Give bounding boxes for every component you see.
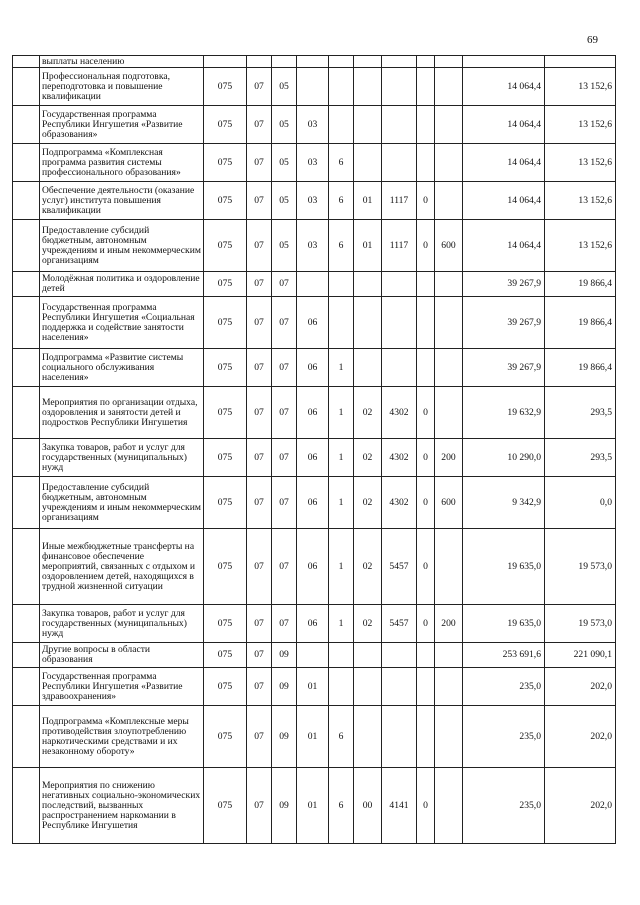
code-cell: 1 bbox=[329, 349, 354, 387]
code-cell bbox=[354, 643, 382, 668]
code-cell bbox=[382, 144, 417, 182]
table-row bbox=[13, 387, 616, 439]
row-index-cell bbox=[13, 349, 40, 387]
table-row bbox=[13, 643, 616, 668]
amount-cell: 10 290,0 bbox=[463, 439, 545, 477]
code-cell: 01 bbox=[297, 706, 329, 768]
code-cell: 09 bbox=[272, 668, 297, 706]
code-cell: 075 bbox=[204, 706, 247, 768]
code-cell bbox=[382, 706, 417, 768]
amount-cell: 19 573,0 bbox=[545, 605, 616, 643]
code-cell: 0 bbox=[417, 220, 435, 272]
code-cell: 075 bbox=[204, 387, 247, 439]
code-cell: 09 bbox=[272, 643, 297, 668]
code-cell bbox=[329, 106, 354, 144]
code-cell bbox=[417, 272, 435, 297]
table-row bbox=[13, 56, 616, 68]
code-cell bbox=[435, 144, 463, 182]
code-cell bbox=[329, 297, 354, 349]
code-cell: 05 bbox=[272, 220, 297, 272]
code-cell bbox=[435, 668, 463, 706]
row-name-cell: Подпрограмма «Развитие системы социального обслуживания населения» bbox=[40, 349, 204, 387]
code-cell: 6 bbox=[329, 768, 354, 844]
code-cell bbox=[417, 297, 435, 349]
code-cell: 09 bbox=[272, 768, 297, 844]
code-cell: 1 bbox=[329, 387, 354, 439]
code-cell: 05 bbox=[272, 182, 297, 220]
code-cell: 075 bbox=[204, 768, 247, 844]
table-row bbox=[13, 477, 616, 529]
code-cell: 01 bbox=[297, 768, 329, 844]
code-cell: 01 bbox=[354, 182, 382, 220]
code-cell: 02 bbox=[354, 477, 382, 529]
row-index-cell bbox=[13, 477, 40, 529]
code-cell bbox=[247, 56, 272, 68]
code-cell: 075 bbox=[204, 643, 247, 668]
table-row bbox=[13, 68, 616, 106]
code-cell: 05 bbox=[272, 144, 297, 182]
code-cell: 6 bbox=[329, 144, 354, 182]
code-cell bbox=[417, 349, 435, 387]
code-cell: 09 bbox=[272, 706, 297, 768]
row-index-cell bbox=[13, 68, 40, 106]
code-cell: 07 bbox=[272, 477, 297, 529]
code-cell bbox=[354, 272, 382, 297]
code-cell bbox=[435, 643, 463, 668]
code-cell: 0 bbox=[417, 387, 435, 439]
amount-cell: 9 342,9 bbox=[463, 477, 545, 529]
table-row bbox=[13, 706, 616, 768]
code-cell: 5457 bbox=[382, 605, 417, 643]
code-cell: 07 bbox=[247, 643, 272, 668]
code-cell: 4302 bbox=[382, 387, 417, 439]
code-cell: 07 bbox=[247, 144, 272, 182]
row-index-cell bbox=[13, 272, 40, 297]
code-cell: 1 bbox=[329, 605, 354, 643]
code-cell: 1 bbox=[329, 477, 354, 529]
amount-cell: 13 152,6 bbox=[545, 68, 616, 106]
amount-cell: 19 573,0 bbox=[545, 529, 616, 605]
code-cell: 06 bbox=[297, 439, 329, 477]
code-cell: 01 bbox=[354, 220, 382, 272]
code-cell bbox=[435, 529, 463, 605]
code-cell: 07 bbox=[247, 349, 272, 387]
code-cell: 05 bbox=[272, 68, 297, 106]
code-cell: 0 bbox=[417, 768, 435, 844]
row-index-cell bbox=[13, 706, 40, 768]
table-row bbox=[13, 182, 616, 220]
code-cell: 06 bbox=[297, 349, 329, 387]
amount-cell: 14 064,4 bbox=[463, 220, 545, 272]
code-cell: 075 bbox=[204, 106, 247, 144]
code-cell bbox=[297, 272, 329, 297]
code-cell: 200 bbox=[435, 439, 463, 477]
code-cell bbox=[329, 56, 354, 68]
code-cell: 07 bbox=[247, 68, 272, 106]
table-row bbox=[13, 668, 616, 706]
budget-table bbox=[12, 55, 616, 844]
amount-cell: 202,0 bbox=[545, 706, 616, 768]
code-cell bbox=[417, 68, 435, 106]
row-index-cell bbox=[13, 144, 40, 182]
code-cell: 075 bbox=[204, 529, 247, 605]
code-cell bbox=[382, 56, 417, 68]
code-cell: 07 bbox=[247, 768, 272, 844]
code-cell bbox=[297, 56, 329, 68]
amount-cell: 14 064,4 bbox=[463, 182, 545, 220]
code-cell: 1 bbox=[329, 439, 354, 477]
code-cell: 07 bbox=[247, 106, 272, 144]
amount-cell: 39 267,9 bbox=[463, 297, 545, 349]
row-name-cell: Молодёжная политика и оздоровление детей bbox=[40, 272, 204, 297]
row-index-cell bbox=[13, 643, 40, 668]
code-cell: 07 bbox=[247, 220, 272, 272]
amount-cell: 235,0 bbox=[463, 768, 545, 844]
amount-cell: 19 632,9 bbox=[463, 387, 545, 439]
code-cell: 07 bbox=[272, 529, 297, 605]
code-cell: 07 bbox=[272, 297, 297, 349]
code-cell: 07 bbox=[247, 387, 272, 439]
amount-cell bbox=[545, 56, 616, 68]
row-name-cell: Обеспечение деятельности (оказание услуг) институтa повышения квалификации bbox=[40, 182, 204, 220]
code-cell bbox=[435, 387, 463, 439]
code-cell bbox=[417, 144, 435, 182]
code-cell: 075 bbox=[204, 439, 247, 477]
amount-cell: 13 152,6 bbox=[545, 220, 616, 272]
code-cell: 06 bbox=[297, 387, 329, 439]
row-index-cell bbox=[13, 387, 40, 439]
code-cell bbox=[417, 56, 435, 68]
code-cell: 0 bbox=[417, 529, 435, 605]
code-cell: 075 bbox=[204, 182, 247, 220]
code-cell bbox=[435, 182, 463, 220]
row-index-cell bbox=[13, 106, 40, 144]
code-cell: 07 bbox=[272, 605, 297, 643]
code-cell bbox=[435, 106, 463, 144]
code-cell: 0 bbox=[417, 439, 435, 477]
code-cell: 075 bbox=[204, 220, 247, 272]
code-cell: 02 bbox=[354, 387, 382, 439]
code-cell bbox=[435, 297, 463, 349]
amount-cell: 253 691,6 bbox=[463, 643, 545, 668]
code-cell bbox=[417, 668, 435, 706]
code-cell bbox=[417, 106, 435, 144]
code-cell: 07 bbox=[247, 529, 272, 605]
row-name-cell: Государственная программа Республики Ингушетия «Развитие образования» bbox=[40, 106, 204, 144]
code-cell: 075 bbox=[204, 668, 247, 706]
row-index-cell bbox=[13, 668, 40, 706]
code-cell bbox=[435, 706, 463, 768]
code-cell: 07 bbox=[247, 272, 272, 297]
row-name-cell: Государственная программа Республики Ингушетия «Социальная поддержка и содействие занятости населения» bbox=[40, 297, 204, 349]
code-cell: 6 bbox=[329, 220, 354, 272]
code-cell: 1 bbox=[329, 529, 354, 605]
table-row bbox=[13, 529, 616, 605]
code-cell: 600 bbox=[435, 220, 463, 272]
code-cell bbox=[354, 668, 382, 706]
code-cell: 4302 bbox=[382, 477, 417, 529]
code-cell: 075 bbox=[204, 349, 247, 387]
table-row bbox=[13, 220, 616, 272]
amount-cell: 293,5 bbox=[545, 387, 616, 439]
code-cell: 4302 bbox=[382, 439, 417, 477]
code-cell: 6 bbox=[329, 182, 354, 220]
table-row bbox=[13, 144, 616, 182]
code-cell: 07 bbox=[247, 297, 272, 349]
table-row bbox=[13, 439, 616, 477]
code-cell bbox=[435, 56, 463, 68]
code-cell: 075 bbox=[204, 297, 247, 349]
row-name-cell: Подпрограмма «Комплексная программа развития системы профессионального образования» bbox=[40, 144, 204, 182]
code-cell: 07 bbox=[247, 439, 272, 477]
code-cell: 0 bbox=[417, 605, 435, 643]
amount-cell: 221 090,1 bbox=[545, 643, 616, 668]
code-cell bbox=[329, 68, 354, 106]
amount-cell: 19 635,0 bbox=[463, 605, 545, 643]
code-cell: 06 bbox=[297, 477, 329, 529]
code-cell: 06 bbox=[297, 605, 329, 643]
code-cell bbox=[382, 68, 417, 106]
code-cell: 0 bbox=[417, 477, 435, 529]
row-name-cell: Предоставление субсидий бюджетным, автономным учреждениям и иным некоммерческим организациям bbox=[40, 220, 204, 272]
amount-cell: 19 866,4 bbox=[545, 349, 616, 387]
code-cell bbox=[382, 272, 417, 297]
code-cell bbox=[435, 768, 463, 844]
code-cell bbox=[329, 272, 354, 297]
code-cell: 07 bbox=[247, 706, 272, 768]
code-cell: 075 bbox=[204, 68, 247, 106]
page-number: 69 bbox=[587, 34, 598, 46]
code-cell bbox=[354, 144, 382, 182]
amount-cell: 235,0 bbox=[463, 668, 545, 706]
code-cell: 07 bbox=[247, 477, 272, 529]
amount-cell: 293,5 bbox=[545, 439, 616, 477]
row-index-cell bbox=[13, 768, 40, 844]
amount-cell: 235,0 bbox=[463, 706, 545, 768]
code-cell: 02 bbox=[354, 605, 382, 643]
row-index-cell bbox=[13, 297, 40, 349]
amount-cell: 39 267,9 bbox=[463, 272, 545, 297]
code-cell bbox=[417, 706, 435, 768]
code-cell: 03 bbox=[297, 144, 329, 182]
code-cell bbox=[435, 349, 463, 387]
code-cell: 075 bbox=[204, 605, 247, 643]
code-cell: 07 bbox=[272, 349, 297, 387]
row-name-cell: Мероприятия по снижению негативных социально-экономических последствий, вызванных распространением наркомании в Республике Ингушетия bbox=[40, 768, 204, 844]
amount-cell: 13 152,6 bbox=[545, 144, 616, 182]
code-cell: 075 bbox=[204, 477, 247, 529]
amount-cell: 0,0 bbox=[545, 477, 616, 529]
code-cell: 600 bbox=[435, 477, 463, 529]
amount-cell: 39 267,9 bbox=[463, 349, 545, 387]
code-cell: 07 bbox=[272, 387, 297, 439]
table-body bbox=[13, 56, 616, 844]
row-index-cell bbox=[13, 439, 40, 477]
code-cell: 06 bbox=[297, 297, 329, 349]
row-index-cell bbox=[13, 182, 40, 220]
code-cell bbox=[435, 68, 463, 106]
code-cell: 06 bbox=[297, 529, 329, 605]
code-cell bbox=[354, 297, 382, 349]
code-cell bbox=[382, 643, 417, 668]
row-name-cell: Иные межбюджетные трансферты на финансовое обеспечение мероприятий, связанных с отдыхом и оздоровлением детей, находящихся в трудной жизненной ситуации bbox=[40, 529, 204, 605]
code-cell bbox=[354, 56, 382, 68]
code-cell: 03 bbox=[297, 106, 329, 144]
amount-cell: 14 064,4 bbox=[463, 144, 545, 182]
amount-cell: 14 064,4 bbox=[463, 68, 545, 106]
code-cell bbox=[382, 668, 417, 706]
code-cell: 6 bbox=[329, 706, 354, 768]
code-cell: 1117 bbox=[382, 182, 417, 220]
table-row bbox=[13, 349, 616, 387]
row-name-cell: Закупка товаров, работ и услуг для государственных (муниципальных) нужд bbox=[40, 605, 204, 643]
amount-cell: 202,0 bbox=[545, 668, 616, 706]
code-cell bbox=[272, 56, 297, 68]
row-name-cell: выплаты населению bbox=[40, 56, 204, 68]
table-row bbox=[13, 605, 616, 643]
code-cell: 200 bbox=[435, 605, 463, 643]
code-cell bbox=[435, 272, 463, 297]
table-row bbox=[13, 297, 616, 349]
code-cell: 07 bbox=[247, 605, 272, 643]
amount-cell: 202,0 bbox=[545, 768, 616, 844]
amount-cell: 19 866,4 bbox=[545, 297, 616, 349]
table-row bbox=[13, 272, 616, 297]
amount-cell: 13 152,6 bbox=[545, 106, 616, 144]
row-name-cell: Другие вопросы в области образования bbox=[40, 643, 204, 668]
code-cell: 02 bbox=[354, 439, 382, 477]
code-cell bbox=[329, 668, 354, 706]
code-cell: 07 bbox=[272, 272, 297, 297]
amount-cell: 19 866,4 bbox=[545, 272, 616, 297]
code-cell bbox=[417, 643, 435, 668]
code-cell bbox=[382, 349, 417, 387]
row-index-cell bbox=[13, 220, 40, 272]
code-cell: 1117 bbox=[382, 220, 417, 272]
code-cell bbox=[297, 68, 329, 106]
code-cell: 01 bbox=[297, 668, 329, 706]
code-cell bbox=[382, 297, 417, 349]
amount-cell bbox=[463, 56, 545, 68]
code-cell bbox=[354, 68, 382, 106]
row-name-cell: Мероприятия по организации отдыха, оздоровления и занятости детей и подростков Республики Ингушетия bbox=[40, 387, 204, 439]
code-cell: 0 bbox=[417, 182, 435, 220]
code-cell bbox=[204, 56, 247, 68]
code-cell: 03 bbox=[297, 182, 329, 220]
code-cell bbox=[382, 106, 417, 144]
code-cell bbox=[354, 706, 382, 768]
row-name-cell: Государственная программа Республики Ингушетия «Развитие здравоохранения» bbox=[40, 668, 204, 706]
row-index-cell bbox=[13, 56, 40, 68]
amount-cell: 13 152,6 bbox=[545, 182, 616, 220]
code-cell: 07 bbox=[272, 439, 297, 477]
code-cell: 07 bbox=[247, 668, 272, 706]
code-cell: 00 bbox=[354, 768, 382, 844]
code-cell bbox=[329, 643, 354, 668]
code-cell bbox=[354, 106, 382, 144]
code-cell: 02 bbox=[354, 529, 382, 605]
code-cell: 07 bbox=[247, 182, 272, 220]
code-cell: 5457 bbox=[382, 529, 417, 605]
code-cell: 075 bbox=[204, 272, 247, 297]
amount-cell: 19 635,0 bbox=[463, 529, 545, 605]
code-cell: 03 bbox=[297, 220, 329, 272]
amount-cell: 14 064,4 bbox=[463, 106, 545, 144]
table-row bbox=[13, 768, 616, 844]
code-cell: 4141 bbox=[382, 768, 417, 844]
code-cell: 05 bbox=[272, 106, 297, 144]
row-name-cell: Закупка товаров, работ и услуг для государственных (муниципальных) нужд bbox=[40, 439, 204, 477]
row-name-cell: Профессиональная подготовка, переподготовка и повышение квалификации bbox=[40, 68, 204, 106]
row-index-cell bbox=[13, 529, 40, 605]
row-name-cell: Подпрограмма «Комплексные меры противодействия злоупотреблению наркотическими средствами и их незаконному обороту» bbox=[40, 706, 204, 768]
table-row bbox=[13, 106, 616, 144]
code-cell bbox=[354, 349, 382, 387]
row-name-cell: Предоставление субсидий бюджетным, автономным учреждениям и иным некоммерческим организациям bbox=[40, 477, 204, 529]
row-index-cell bbox=[13, 605, 40, 643]
code-cell: 075 bbox=[204, 144, 247, 182]
code-cell bbox=[297, 643, 329, 668]
